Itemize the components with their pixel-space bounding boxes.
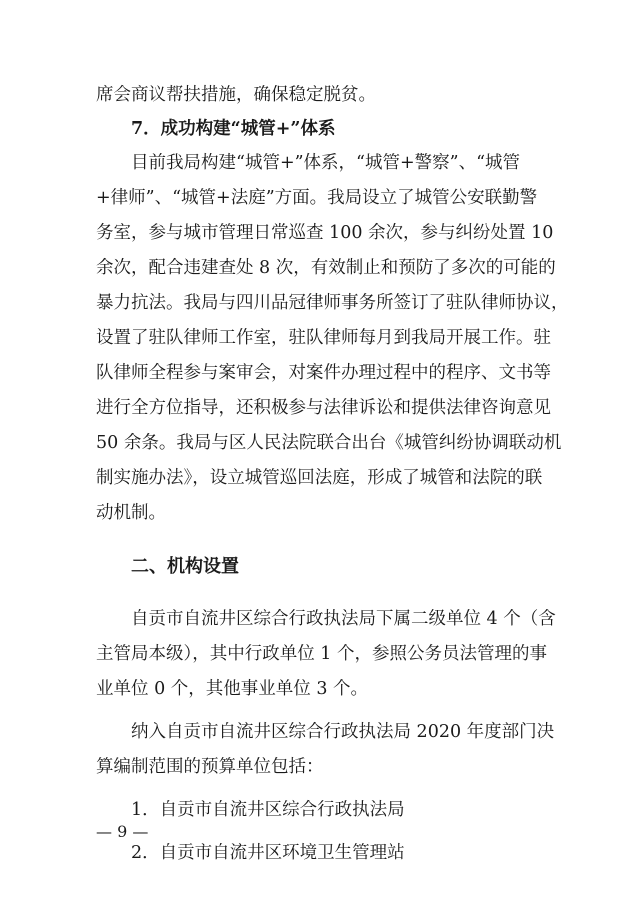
paragraph-line: 务室，参与城市管理日常巡查 100 余次，参与纠纷处置 10 xyxy=(96,223,554,243)
page-body xyxy=(96,78,569,871)
list-item: 2．自贡市自流井区环境卫生管理站 xyxy=(131,843,405,863)
paragraph-budget-scope xyxy=(96,715,555,785)
subheading-item-7: 7．成功构建“城管+”体系 xyxy=(131,119,336,139)
paragraph-line: 纳入自贡市自流井区综合行政执法局 2020 年度部门决 xyxy=(131,722,555,742)
paragraph-subordinate-units xyxy=(96,602,556,707)
paragraph-urban-management-plus xyxy=(96,146,569,531)
paragraph-line: 动机制。 xyxy=(96,503,166,523)
paragraph-line: 制实施办法》，设立城管巡回法庭，形成了城管和法院的联 xyxy=(96,468,543,488)
paragraph-line: 50 余条。我局与区人民法院联合出台《城管纠纷协调联动机 xyxy=(96,433,562,453)
paragraph-line: 算编制范围的预算单位包括： xyxy=(96,757,324,777)
carryover-text-line: 席会商议帮扶措施，确保稳定脱贫。 xyxy=(96,85,376,105)
paragraph-line: 业单位 0 个，其他事业单位 3 个。 xyxy=(96,679,369,699)
paragraph-line: 目前我局构建“城管+”体系，“城管+警察”、“城管 xyxy=(131,153,521,173)
paragraph-line: 设置了驻队律师工作室，驻队律师每月到我局开展工作。驻 xyxy=(96,328,551,348)
paragraph-line: 进行全方位指导，还积极参与法律诉讼和提供法律咨询意见 xyxy=(96,398,551,418)
paragraph-line: +律师”、“城管+法庭”方面。我局设立了城管公安联勤警 xyxy=(96,188,538,208)
paragraph-line: 余次，配合违建查处 8 次，有效制止和预防了多次的可能的 xyxy=(96,258,556,278)
list-item: 1．自贡市自流井区综合行政执法局 xyxy=(131,800,405,820)
page-number: — 9 — xyxy=(96,822,149,841)
paragraph-line: 队律师全程参与案审会，对案件办理过程中的程序、文书等 xyxy=(96,363,551,383)
paragraph-line: 主管局本级），其中行政单位 1 个，参照公务员法管理的事 xyxy=(96,644,548,664)
paragraph-line: 自贡市自流井区综合行政执法局下属二级单位 4 个（含 xyxy=(131,609,556,629)
section-heading-organization: 二、机构设置 xyxy=(131,556,239,577)
paragraph-line: 暴力抗法。我局与四川品冠律师事务所签订了驻队律师协议， xyxy=(96,293,569,313)
